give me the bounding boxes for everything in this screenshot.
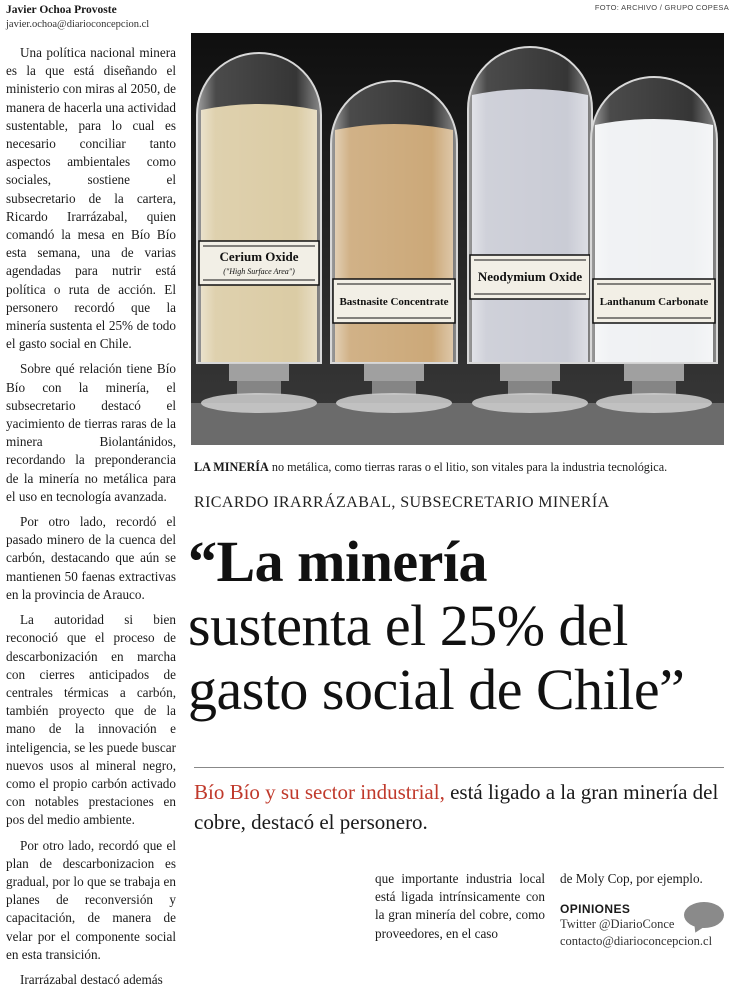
opinions-label: OPINIONES bbox=[560, 902, 631, 916]
paragraph: Una política nacional minera es la que está diseñando el ministerio con miras al 2050, de manera de hacerla una actividad sustentable, para lo cual es necesario conciliar tanto aspectos ambientales como sociales, sostiene el subsecretario de la cartera, Ricardo Irarrázabal, quien comandó la mesa en Bío Bío esta semana, una de varias agendadas para nutrir está política o ruta de acción. El personero recordó que la minería sustenta el 25% de todo el gasto social en Chile. bbox=[6, 45, 176, 352]
rare-earth-jars-illustration bbox=[191, 33, 724, 445]
author-name: Javier Ochoa Provoste bbox=[6, 4, 117, 16]
deck-accent: Bío Bío y su sector industrial, bbox=[194, 780, 445, 804]
deck bbox=[194, 777, 734, 837]
divider bbox=[194, 767, 724, 768]
paragraph: Sobre qué relación tiene Bío Bío con la minería, el subsecretario destacó el yacimiento de tierras raras de la minera Biolantánidos, recordando la preponderancia de la minería no metálica para el uso en tecnología avanzada. bbox=[6, 361, 176, 504]
article-photo bbox=[191, 33, 724, 445]
jar-label: Neodymium Oxide bbox=[477, 269, 583, 284]
paragraph: Irarrázabal destacó además bbox=[20, 971, 163, 987]
headline-line-3: gasto social de Chile” bbox=[188, 657, 685, 722]
kicker: RICARDO IRARRÁZABAL, SUBSECRETARIO MINERÍA bbox=[194, 494, 610, 511]
specimen-jar bbox=[591, 77, 717, 413]
photo-credit: FOTO: ARCHIVO / GRUPO COPESA bbox=[594, 3, 729, 12]
paragraph: de Moly Cop, por ejemplo. bbox=[560, 871, 703, 886]
paragraph: Por otro lado, recordó el pasado minero de la cuenca del carbón, destacando que aún se mantienen 50 faenas extractivas en la provincia de Arauco. bbox=[6, 514, 176, 602]
opinions-email[interactable]: contacto@diarioconcepcion.cl bbox=[560, 934, 713, 948]
specimen-jar bbox=[197, 53, 321, 413]
speech-bubble-icon bbox=[684, 902, 724, 928]
article-body-column-1 bbox=[6, 44, 176, 996]
paragraph: Por otro lado, recordó que el plan de descarbonizacion es gradual, por lo que se trabaja en planes de reconversión y capacitación, de manera de velar por el componente social en esta transición. bbox=[6, 837, 176, 962]
author-email[interactable]: javier.ochoa@diarioconcepcion.cl bbox=[6, 19, 150, 30]
article-body-column-4 bbox=[560, 870, 730, 888]
paragraph: que importante industria local está ligada intrínsicamente con la gran minería del cobre, como proveedores, en el caso bbox=[375, 871, 545, 941]
specimen-jar bbox=[468, 47, 592, 413]
opinions-twitter[interactable]: Twitter @DiarioConce bbox=[560, 917, 675, 931]
specimen-jar bbox=[331, 81, 457, 413]
jar-sublabel: ("High Surface Area") bbox=[223, 267, 295, 276]
headline-line-1: “La minería bbox=[188, 529, 487, 594]
article-body-column-3 bbox=[375, 870, 545, 943]
jar-label: Bastnasite Concentrate bbox=[339, 296, 449, 308]
photo-caption bbox=[194, 460, 734, 475]
jar-label: Lanthanum Carbonate bbox=[599, 296, 709, 308]
jar-label: Cerium Oxide bbox=[219, 249, 299, 264]
headline-line-2: sustenta el 25% del bbox=[188, 593, 628, 658]
deck-text: está ligado a la gran minería del cobre, destacó el personero. bbox=[194, 780, 719, 834]
paragraph: La autoridad si bien reconoció que el proceso de descarbonización en marcha con cierres anticipados de centrales térmicas a carbón, también proyecto que de la mano de la innovación e inteligencia, se les puede buscar nuevos usos al mineral negro, como el propio carbón activado con notables prestaciones en pos del medio ambiente. bbox=[6, 612, 176, 828]
headline bbox=[188, 530, 728, 722]
caption-lead: LA MINERÍA bbox=[194, 460, 269, 474]
caption-text: no metálica, como tierras raras o el litio, son vitales para la industria tecnológica. bbox=[268, 460, 668, 474]
